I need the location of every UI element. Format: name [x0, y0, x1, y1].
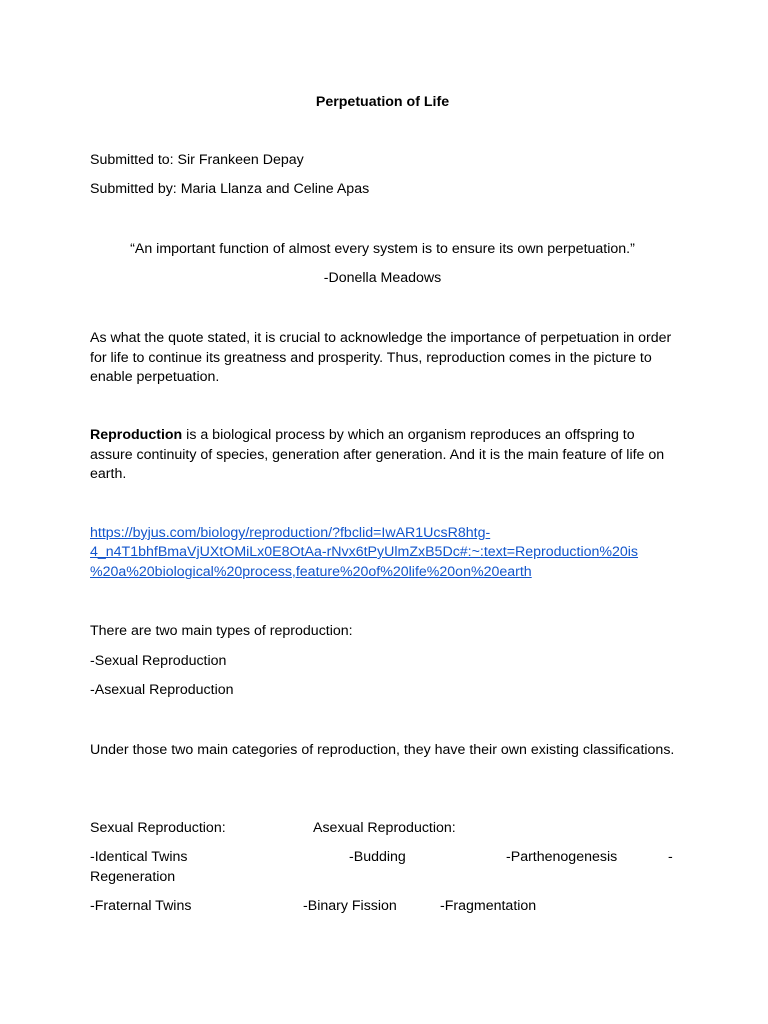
sexual-header: Sexual Reproduction:: [90, 820, 226, 836]
document-title: Perpetuation of Life: [315, 94, 450, 110]
definition-paragraph: [90, 426, 680, 485]
class-item-regeneration: Regeneration: [90, 869, 176, 885]
definition-text: is a biological process by which an organism reproduces an offspring to assure continuity of species, generation after generation. And it is the main feature of life on earth.: [90, 427, 665, 482]
classifications-intro: Under those two main categories of reproduction, they have their own existing classifications.: [90, 742, 675, 758]
class-item-binary-fission: -Binary Fission: [303, 898, 397, 914]
submitted-by-line: Submitted by: Maria Llanza and Celine Apas: [90, 181, 370, 197]
source-link-line-2[interactable]: 4_n4T1bhfBmaVjUXtOMiLx0E8OtAa-rNvx6tPyUlmZxB5Dc#:~:text=Reproduction%20is: [90, 544, 639, 560]
class-item-parthenogenesis: -Parthenogenesis: [506, 849, 618, 865]
source-link-line-1[interactable]: https://byjus.com/biology/reproduction/?fbclid=IwAR1UcsR8htg-: [90, 525, 491, 541]
type-item-asexual: -Asexual Reproduction: [90, 682, 234, 698]
submitted-to-line: Submitted to: Sir Frankeen Depay: [90, 152, 304, 168]
definition-term: Reproduction: [90, 427, 183, 443]
quote-author: -Donella Meadows: [323, 270, 442, 286]
class-item-fragmentation: -Fragmentation: [440, 898, 537, 914]
class-item-fraternal-twins: -Fraternal Twins: [90, 898, 192, 914]
class-item-budding: -Budding: [349, 849, 406, 865]
types-intro: There are two main types of reproduction:: [90, 623, 353, 639]
asexual-header: Asexual Reproduction:: [313, 820, 456, 836]
source-link-line-3[interactable]: %20a%20biological%20process,feature%20of%20life%20on%20earth: [90, 564, 532, 580]
quote-text: “An important function of almost every system is to ensure its own perpetuation.”: [130, 241, 635, 257]
class-item-identical-twins: -Identical Twins: [90, 849, 188, 865]
type-item-sexual: -Sexual Reproduction: [90, 653, 227, 669]
class-item-regeneration-dash: -: [668, 849, 673, 865]
intro-paragraph: As what the quote stated, it is crucial to acknowledge the importance of perpetuation in order for life to continue its greatness and prosperity. Thus, reproduction comes in the picture to enable perpetuation.: [90, 330, 672, 385]
